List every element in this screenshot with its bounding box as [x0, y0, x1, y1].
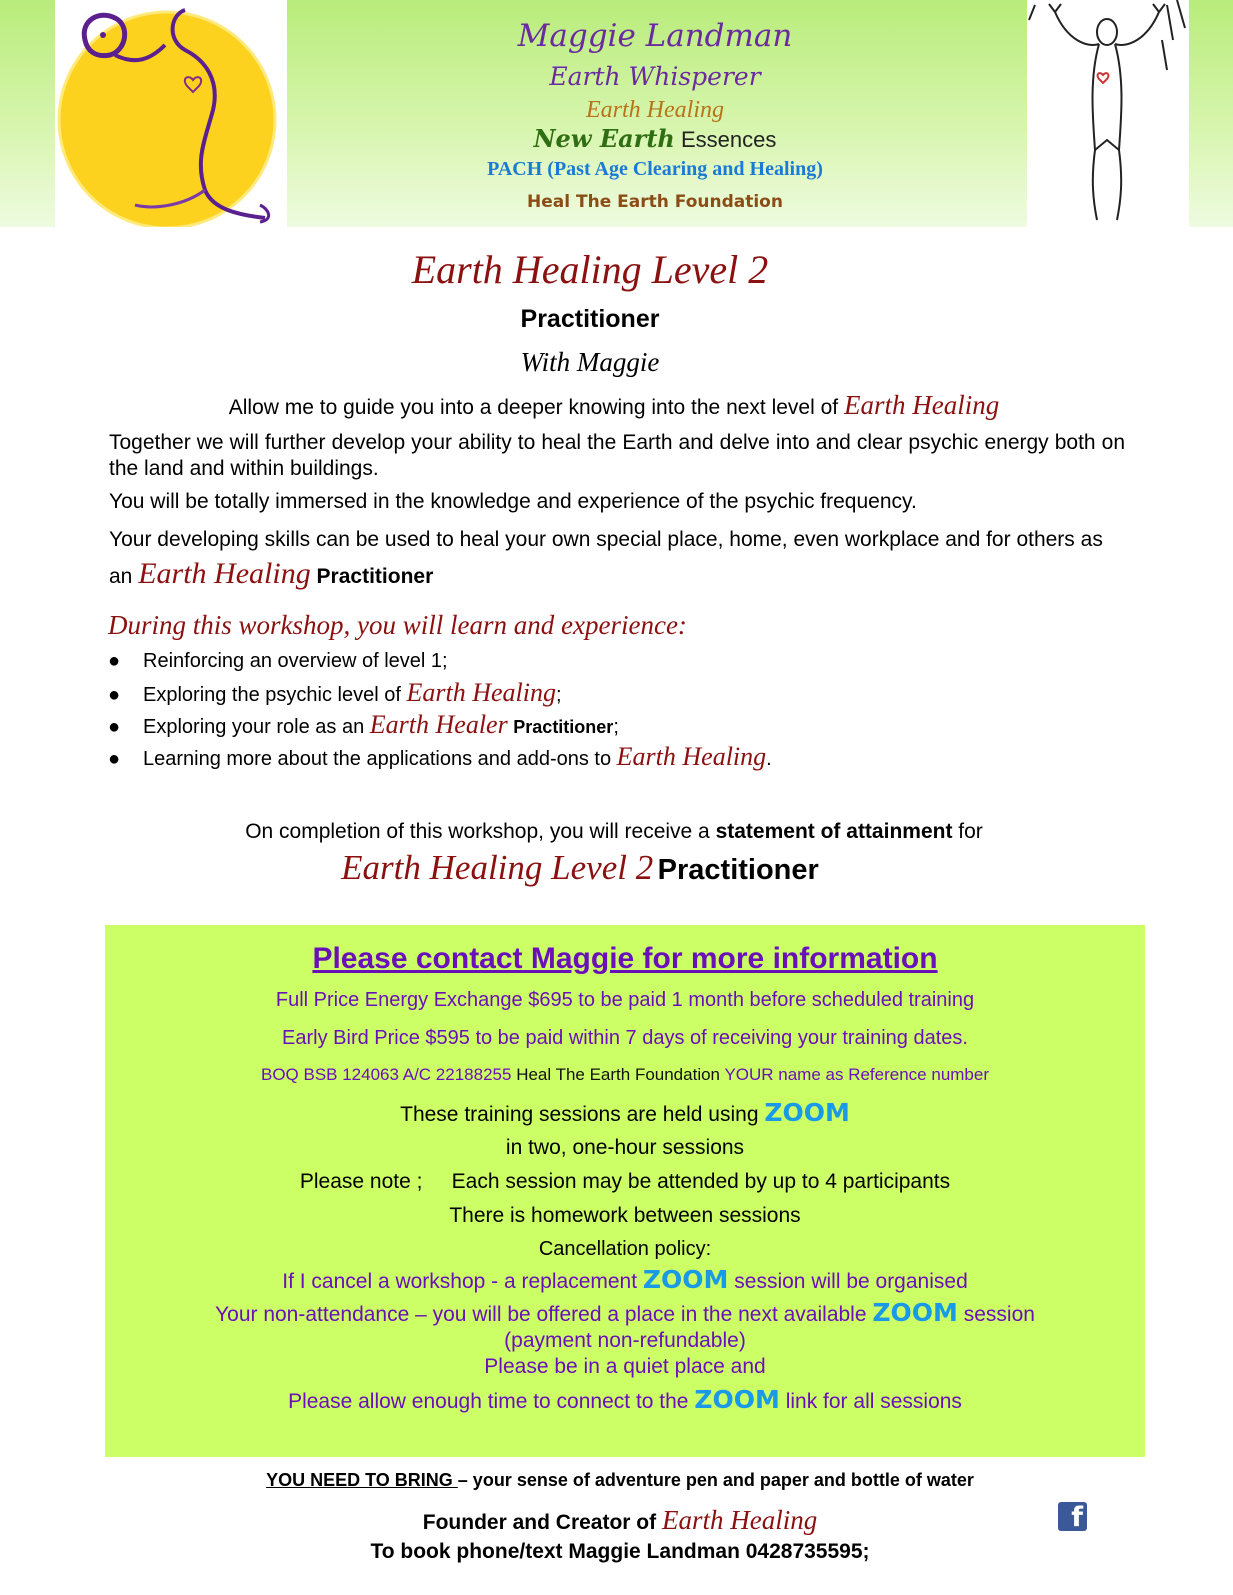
- cancellation-heading: Cancellation policy:: [538, 1238, 712, 1260]
- contact-link[interactable]: Please contact Maggie for more information: [312, 942, 938, 975]
- bullet-icon: ●: [108, 684, 121, 706]
- allow-time-note: Please allow enough time to connect to the ZOOM link for all sessions: [288, 1385, 962, 1414]
- header-new-earth-essences: [290, 124, 1020, 153]
- bullet-icon: ●: [108, 748, 121, 770]
- facebook-icon[interactable]: f: [1058, 1502, 1087, 1531]
- two-sessions: in two, one-hour sessions: [505, 1136, 745, 1159]
- skills-text: Your developing skills can be used to heal your own special place, home, even workplace and for others as an: [109, 528, 1103, 588]
- header-banner: [0, 0, 1233, 227]
- early-bird-price: Early Bird Price $595 to be paid within 7 days of receiving your training dates.: [282, 1027, 968, 1049]
- header-pach: PACH (Past Age Clearing and Healing): [487, 158, 823, 180]
- skills-earth-healing: Earth Healing: [138, 557, 311, 590]
- header-name: Maggie Landman: [517, 18, 793, 54]
- essences-label: Essences: [680, 127, 777, 152]
- cancellation-replacement: If I cancel a workshop - a replacement ZOOM session will be organised: [282, 1265, 968, 1294]
- page-title: Earth Healing Level 2: [411, 247, 769, 292]
- zoom-label: ZOOM: [872, 1298, 958, 1327]
- zoom-line: These training sessions are held using ZOOM: [400, 1098, 850, 1127]
- booking-line: To book phone/text Maggie Landman 0428735595;: [370, 1540, 870, 1563]
- header-earth-healing: Earth Healing: [586, 97, 724, 123]
- founder-line: Founder and Creator of Earth Healing: [422, 1505, 818, 1535]
- cancellation-non-attendance: Your non-attendance – you will be offered a place in the next available ZOOM session: [215, 1298, 1035, 1327]
- bullet-icon: ●: [108, 650, 121, 672]
- zoom-label: ZOOM: [694, 1385, 780, 1414]
- completion-title: Earth Healing Level 2 Practitioner: [341, 848, 819, 887]
- bring-label: YOU NEED TO BRING: [266, 1470, 458, 1490]
- header-whisperer: Earth Whisperer: [549, 62, 761, 91]
- skills-practitioner: Practitioner: [316, 565, 434, 588]
- zoom-label: ZOOM: [642, 1265, 729, 1294]
- figure-logo: [1027, 0, 1189, 227]
- statement-of-attainment: statement of attainment: [715, 820, 953, 843]
- participants-note: Please note ; Each session may be attended by up to 4 participants: [299, 1170, 951, 1193]
- quiet-place-note: Please be in a quiet place and: [484, 1355, 766, 1378]
- paragraph-skills: [109, 523, 1129, 594]
- list-item: ● Exploring your role as an Earth Healer Practitioner;: [108, 709, 772, 741]
- list-item: ● Reinforcing an overview of level 1;: [108, 645, 772, 677]
- list-item: ● Learning more about the applications and add-ons to Earth Healing.: [108, 741, 772, 773]
- intro-earth-healing: Earth Healing: [843, 390, 1000, 420]
- mother-child-logo: [55, 0, 287, 227]
- header-foundation: Heal The Earth Foundation: [527, 192, 783, 212]
- new-earth-label: New Earth: [533, 124, 675, 153]
- raised-arms-figure-illustration: [1027, 0, 1189, 227]
- mother-child-illustration: [55, 0, 287, 227]
- with-maggie: With Maggie: [520, 347, 660, 377]
- learn-heading: During this workshop, you will learn and experience:: [108, 610, 687, 640]
- learn-list: [108, 645, 772, 773]
- list-item: ● Exploring the psychic level of Earth Healing;: [108, 677, 772, 709]
- zoom-label: ZOOM: [764, 1098, 850, 1127]
- bank-details: BOQ BSB 124063 A/C 22188255 Heal The Earth Foundation YOUR name as Reference number: [260, 1065, 989, 1084]
- page-subtitle: Practitioner: [520, 305, 660, 333]
- paragraph-immersed: You will be totally immersed in the knowledge and experience of the psychic frequency.: [109, 490, 917, 513]
- full-price: Full Price Energy Exchange $695 to be paid 1 month before scheduled training: [275, 989, 975, 1011]
- bring-line: YOU NEED TO BRING – your sense of adventure pen and paper and bottle of water: [266, 1470, 974, 1490]
- bullet-icon: ●: [108, 716, 121, 738]
- intro-text: Allow me to guide you into a deeper knowing into the next level of: [228, 396, 839, 419]
- non-refundable-note: (payment non-refundable): [504, 1329, 746, 1352]
- info-box: [105, 925, 1145, 1457]
- completion-line: On completion of this workshop, you will receive a statement of attainment for: [245, 820, 983, 843]
- intro-line: [0, 390, 1228, 421]
- homework-note: There is homework between sessions: [449, 1204, 801, 1227]
- paragraph-develop: Together we will further develop your ability to heal the Earth and delve into and clear psychic energy both on the land and within buildings.: [109, 431, 1125, 480]
